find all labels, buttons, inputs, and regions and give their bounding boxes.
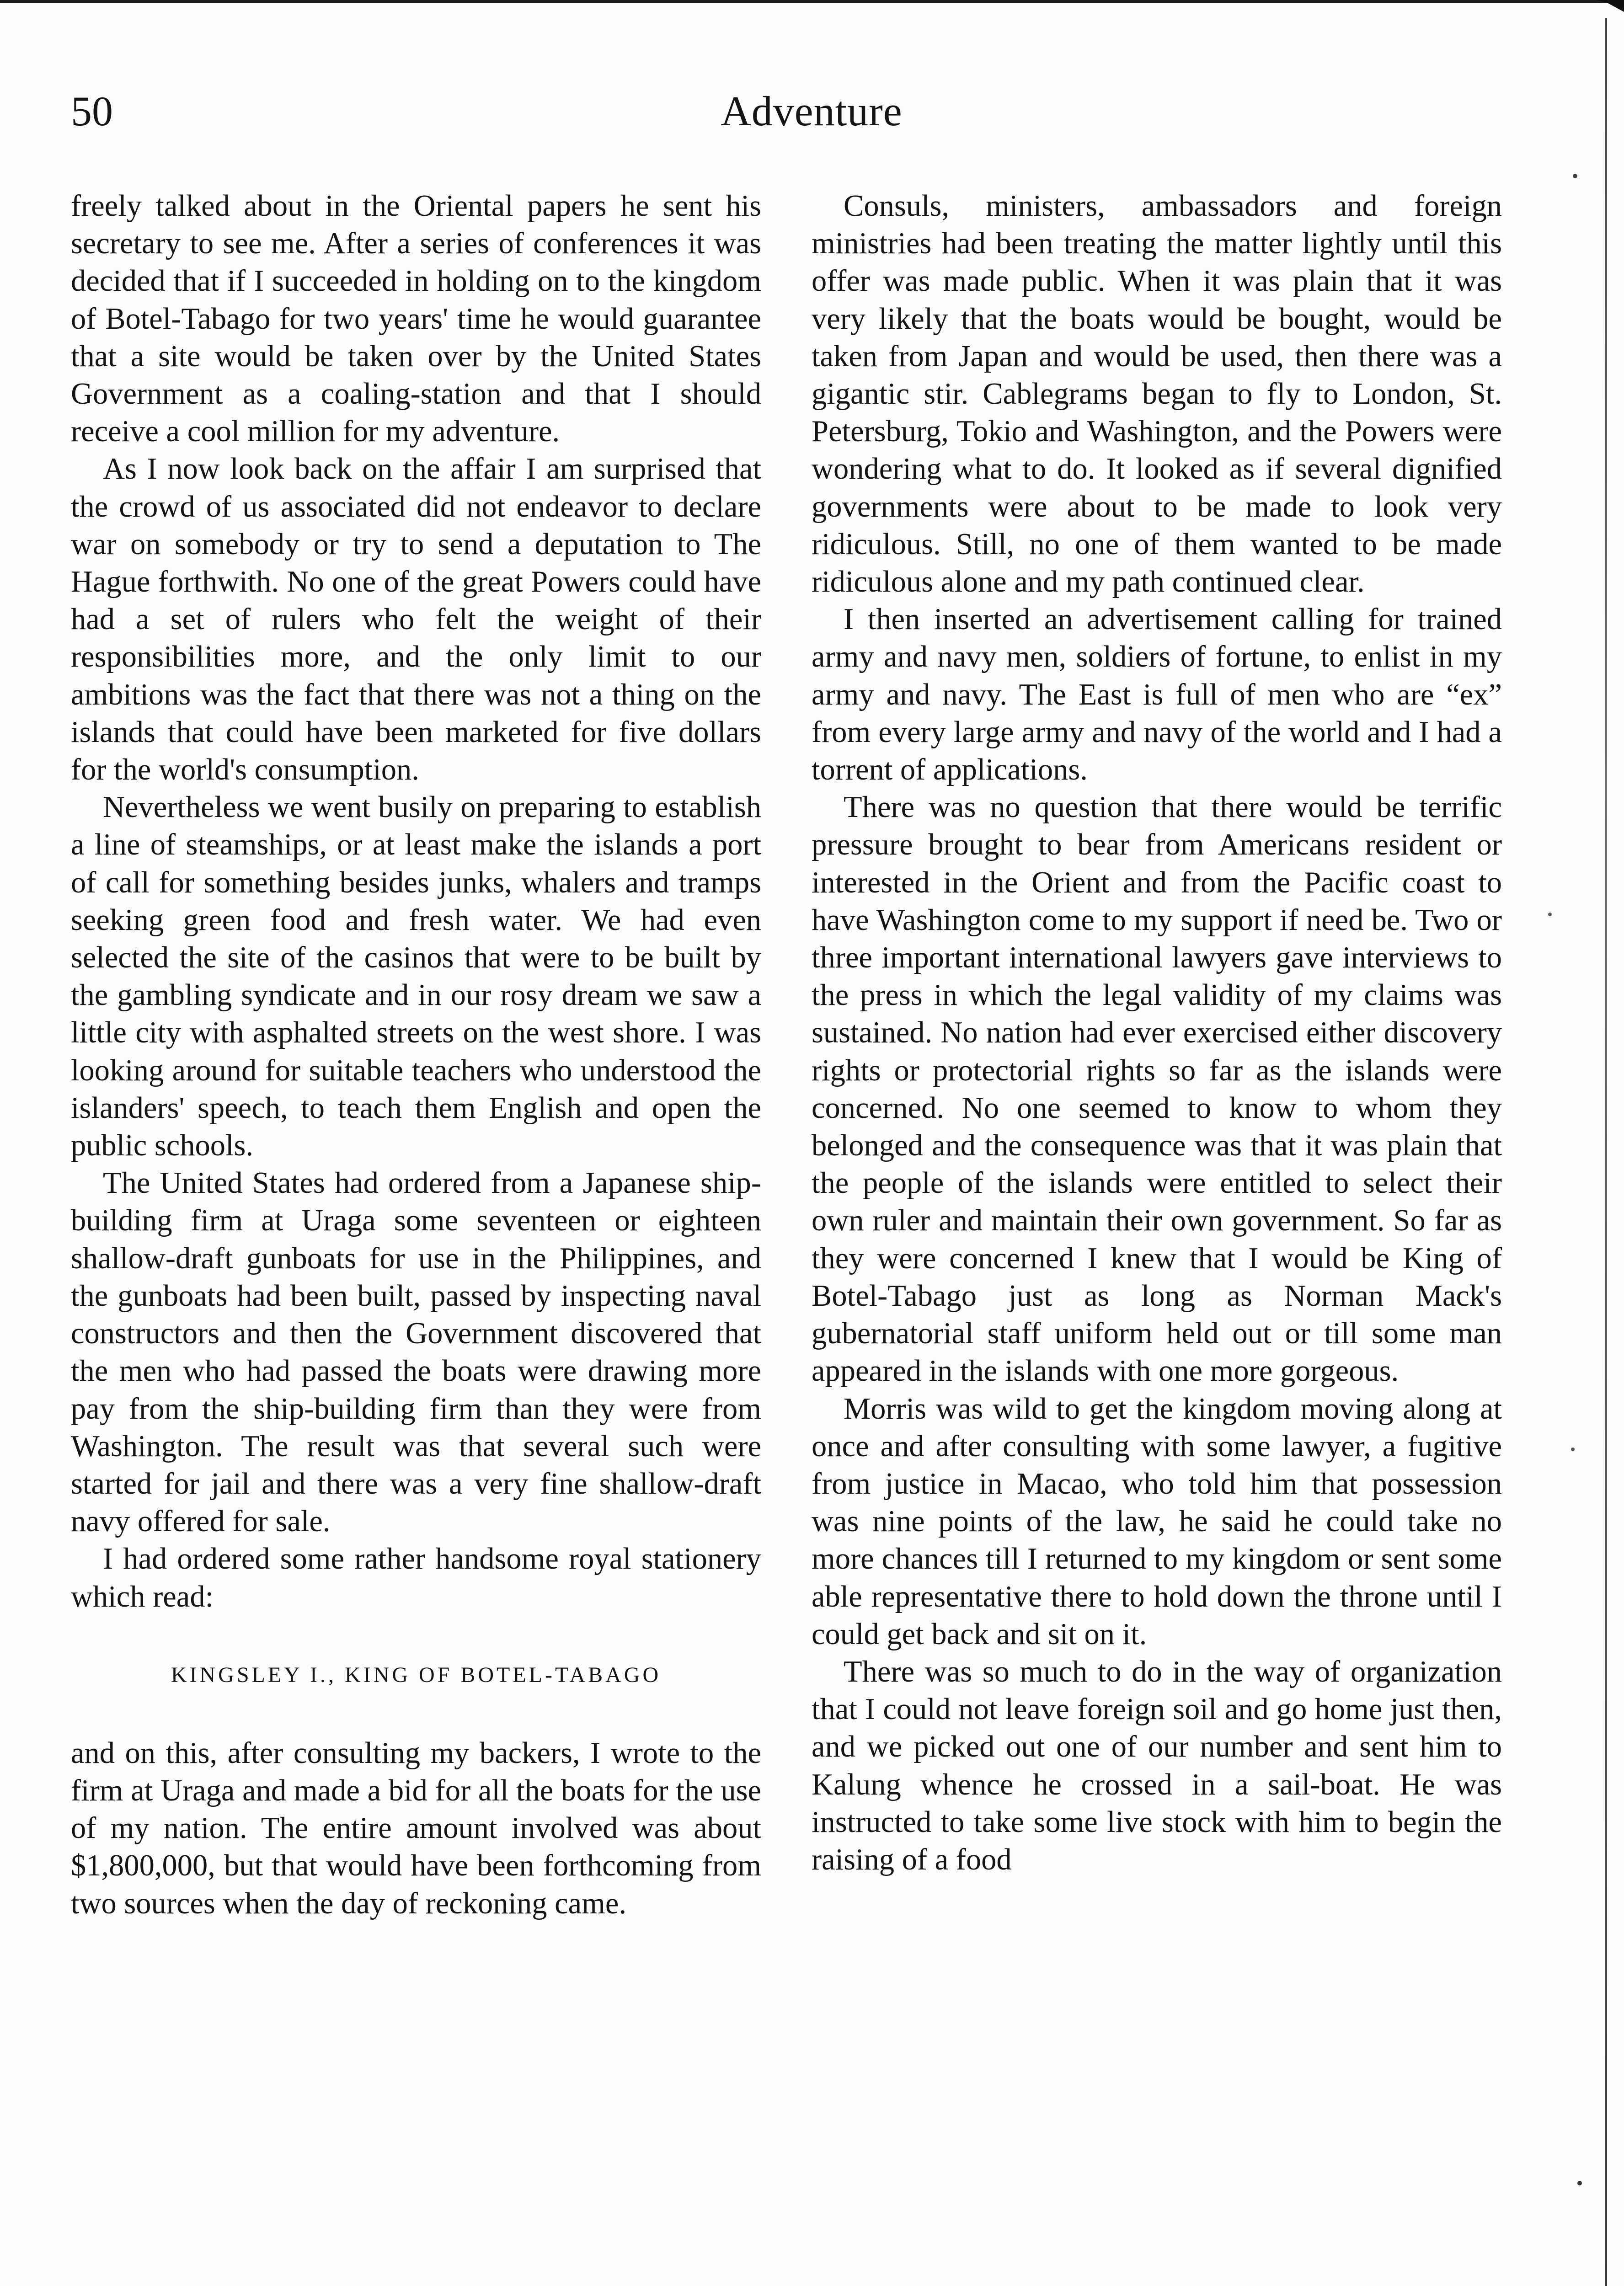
- left-column: [71, 187, 761, 1923]
- stationery-heading: KINGSLEY I., KING OF BOTEL-TABAGO: [171, 1662, 662, 1687]
- paragraph: Morris was wild to get the kingdom moving along at once and after consulting with some lawyer, a fugitive from justice in Macao, who told him that possession was nine points of the law, he said he could take no more chances till I returned to my kingdom or sent some able representative there to hold down the throne until I could get back and sit on it.: [812, 1392, 1502, 1651]
- paragraph: and on this, after consulting my backers, I wrote to the firm at Uraga and made a bid for all the boats for the use of my nation. The entire amount involved was about $1,800,000, but that would have been forthcoming from two sources when the day of reckoning came.: [71, 1736, 761, 1920]
- paragraph: There was so much to do in the way of organization that I could not leave foreign soil and go home just then, and we picked out one of our number and sent him to Kalung whence he crossed in a sail-boat. He was instructed to take some live stock with him to begin the raising of a food: [812, 1655, 1502, 1876]
- paragraph: The United States had ordered from a Japanese ship-building firm at Uraga some seventeen or eighteen shallow-draft gunboats for use in the Philippines, and the gunboats had been built, passed by inspecting naval constructors and then the Government discovered that the men who had passed the boats were drawing more pay from the ship-building firm than they were from Washington. The result was that several such were started for jail and there was a very fine shallow-draft navy offered for sale.: [71, 1166, 761, 1538]
- paragraph: There was no question that there would be terrific pressure brought to bear from Americans resident or interested in the Orient and from the Pacific coast to have Washington come to my support if need be. Two or three important international lawyers gave interviews to the press in which the legal validity of my claims was sustained. No nation had ever exercised either discovery rights or protectorial rights so far as the islands were concerned. No one seemed to know to whom they belonged and the consequence was that it was plain that the people of the islands were entitled to select their own ruler and maintain their own government. So far as they were concerned I knew that I would be King of Botel-Tabago just as long as Norman Mack's gubernatorial staff uniform held out or till some man appeared in the islands with one more gorgeous.: [812, 790, 1502, 1388]
- paragraph: I had ordered some rather handsome royal stationery which read:: [71, 1542, 761, 1613]
- right-column: [812, 187, 1502, 1879]
- paragraph: freely talked about in the Oriental papers he sent his secretary to see me. After a series of conferences it was decided that if I succeeded in holding on to the kingdom of Botel-Tabago for two years' time he would guarantee that a site would be taken over by the United States Government as a coaling-station and that I should receive a cool million for my adventure.: [71, 189, 761, 449]
- top-border-rule: [0, 0, 1624, 3]
- paragraph: Consuls, ministers, ambassadors and foreign ministries had been treating the matter lightly until this offer was made public. When it was plain that it was very likely that the boats would be bought, would be taken from Japan and would be used, then there was a gigantic stir. Cablegrams began to fly to London, St. Petersburg, Tokio and Washington, and the Powers were wondering what to do. It looked as if several dignified governments were about to be made to look very ridiculous. Still, no one of them wanted to be made ridiculous alone and my path continued clear.: [812, 189, 1502, 599]
- running-title: Adventure: [721, 88, 903, 134]
- page-number: 50: [71, 88, 113, 134]
- paragraph: As I now look back on the affair I am surprised that the crowd of us associated did not endeavor to declare war on somebody or try to send a deputation to The Hague forthwith. No one of the great Powers could have had a set of rulers who felt the weight of their responsibilities more, and the only limit to our ambitions was the fact that there was not a thing on the islands that could have been marketed for five dollars for the world's consumption.: [71, 452, 761, 787]
- paragraph: I then inserted an advertisement calling for trained army and navy men, soldiers of fortune, to enlist in my army and navy. The East is full of men who are “ex” from every large army and navy of the world and I had a torrent of applications.: [812, 603, 1502, 787]
- page-edge-line: [1605, 18, 1607, 2286]
- paragraph: Nevertheless we went busily on preparing to establish a line of steamships, or at least make the islands a port of call for something besides junks, whalers and tramps seeking green food and fresh water. We had even selected the site of the casinos that were to be built by the gambling syndicate and in our rosy dream we saw a little city with asphalted streets on the west shore. I was looking around for suitable teachers who understood the islanders' speech, to teach them English and open the public schools.: [71, 790, 761, 1163]
